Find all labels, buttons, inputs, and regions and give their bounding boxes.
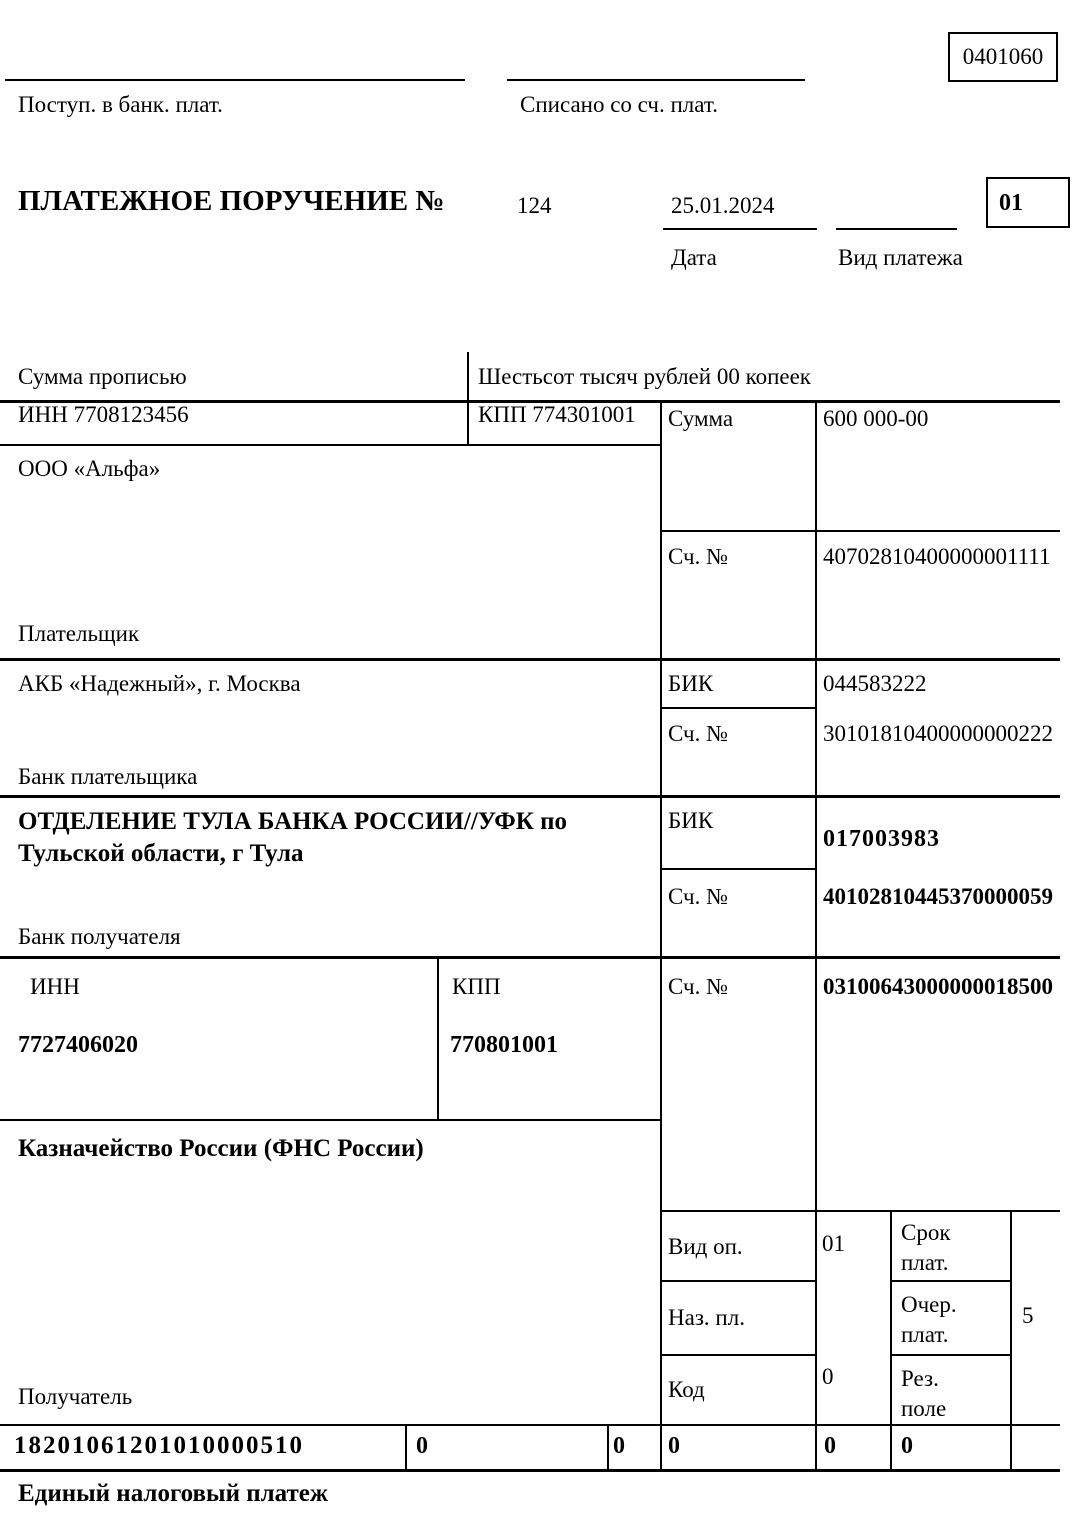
amount-label: Сумма [668, 406, 734, 431]
payee-account: 03100643000000018500 [823, 974, 1053, 999]
document-title: ПЛАТЕЖНОЕ ПОРУЧЕНИЕ № [18, 185, 445, 217]
form-code-box [948, 32, 1058, 82]
status-field: 01 [999, 189, 1023, 216]
amount-account-line [660, 530, 1060, 532]
payer-bank-bik: 044583222 [823, 671, 927, 696]
tax-row-divider-1 [405, 1424, 407, 1472]
section-line-payee-bank [0, 956, 1060, 959]
payment-type-label: Вид платежа [838, 245, 963, 270]
payer-bank-account: 30101810400000000222 [823, 721, 1053, 746]
payer-bank-bik-account-line [660, 707, 815, 709]
payee-bank-account: 40102810445370000059 [823, 884, 1053, 909]
payer-bank-bik-label: БИК [668, 671, 714, 696]
naz-pl-label: Наз. пл. [668, 1305, 745, 1330]
vid-op-value: 01 [822, 1231, 845, 1256]
payee-kpp: 770801001 [450, 1032, 558, 1058]
details-col-divider-1 [890, 1210, 892, 1472]
payer-bank-account-label: Сч. № [668, 721, 729, 746]
payer-bank-name: АКБ «Надежный», г. Москва [18, 671, 301, 696]
details-row-line-1b [890, 1280, 1010, 1282]
received-in-bank-line [5, 79, 465, 81]
tax-field-value-1: 0 [416, 1433, 428, 1459]
payer-kpp: КПП 774301001 [478, 402, 636, 427]
tax-field-value-4: 0 [824, 1433, 836, 1459]
payer-bank-section-label: Банк плательщика [18, 764, 198, 789]
payer-name: ООО «Альфа» [18, 456, 161, 481]
payee-bank-section-label: Банк получателя [18, 924, 181, 949]
details-row-line-1a [660, 1280, 815, 1282]
details-col-divider-2 [1010, 1210, 1012, 1472]
payee-bank-name: ОТДЕЛЕНИЕ ТУЛА БАНКА РОССИИ//УФК по Тульской области, г Тула [18, 808, 568, 867]
payer-section-label: Плательщик [18, 621, 140, 646]
date-underline [663, 228, 817, 230]
payer-inn-row-line [0, 444, 660, 446]
amount-words-divider [467, 352, 469, 445]
date-label: Дата [671, 245, 717, 270]
payment-purpose: Единый налоговый платеж [18, 1480, 329, 1507]
payee-name: Казначейство России (ФНС России) [18, 1135, 424, 1162]
kbk-value: 18201061201010000510 [14, 1432, 304, 1459]
payee-bank-account-label: Сч. № [668, 884, 729, 909]
tax-row-top-line [0, 1424, 1060, 1426]
payee-kpp-label: КПП [452, 974, 501, 999]
form-code: 0401060 [962, 44, 1044, 69]
debited-from-account-line [507, 79, 805, 81]
payee-inn: 7727406020 [18, 1032, 138, 1058]
payee-account-label: Сч. № [668, 974, 729, 999]
payer-account-label: Сч. № [668, 544, 729, 569]
details-row-line-2a [660, 1354, 815, 1356]
payee-bank-bik: 017003983 [823, 826, 940, 852]
tax-field-value-3: 0 [668, 1433, 680, 1459]
received-in-bank-label: Поступ. в банк. плат. [18, 92, 223, 117]
kod-value: 0 [822, 1364, 834, 1389]
kod-label: Код [668, 1377, 705, 1402]
status-field-box [986, 177, 1070, 228]
payment-type-underline [836, 228, 957, 230]
document-number: 124 [517, 193, 552, 218]
tax-row-bottom-line [0, 1469, 1060, 1472]
ocher-plat-value: 5 [1022, 1303, 1034, 1328]
payee-inn-kpp-divider [437, 958, 439, 1121]
details-row-line-2b [890, 1354, 1010, 1356]
payee-inn-label: ИНН [30, 974, 80, 999]
ocher-plat-label: Очер. плат. [901, 1292, 957, 1347]
amount-value: 600 000-00 [823, 406, 929, 431]
amount-in-words-label: Сумма прописью [18, 364, 187, 389]
document-date: 25.01.2024 [671, 193, 775, 218]
payee-bank-bik-account-line [660, 868, 815, 870]
payee-inn-row-line [0, 1119, 660, 1121]
payer-account: 40702810400000001111 [823, 544, 1051, 569]
tax-row-divider-2 [607, 1424, 609, 1472]
srok-plat-label: Срок плат. [901, 1220, 951, 1275]
vid-op-label: Вид оп. [668, 1234, 743, 1259]
details-grid-top-line [660, 1210, 1060, 1212]
tax-field-value-5: 0 [901, 1433, 913, 1459]
rez-pole-label: Рез. поле [901, 1366, 947, 1421]
section-line-payer-bank [0, 795, 1060, 798]
debited-from-account-label: Списано со сч. плат. [520, 92, 718, 117]
payee-section-label: Получатель [18, 1384, 133, 1409]
label-value-divider [815, 400, 817, 1472]
tax-field-value-2: 0 [613, 1433, 625, 1459]
amount-in-words: Шестьсот тысяч рублей 00 копеек [478, 364, 811, 389]
section-line-payer [0, 658, 1060, 661]
main-column-divider [660, 400, 662, 1472]
payer-inn: ИНН 7708123456 [18, 402, 189, 427]
payee-bank-bik-label: БИК [668, 808, 714, 833]
